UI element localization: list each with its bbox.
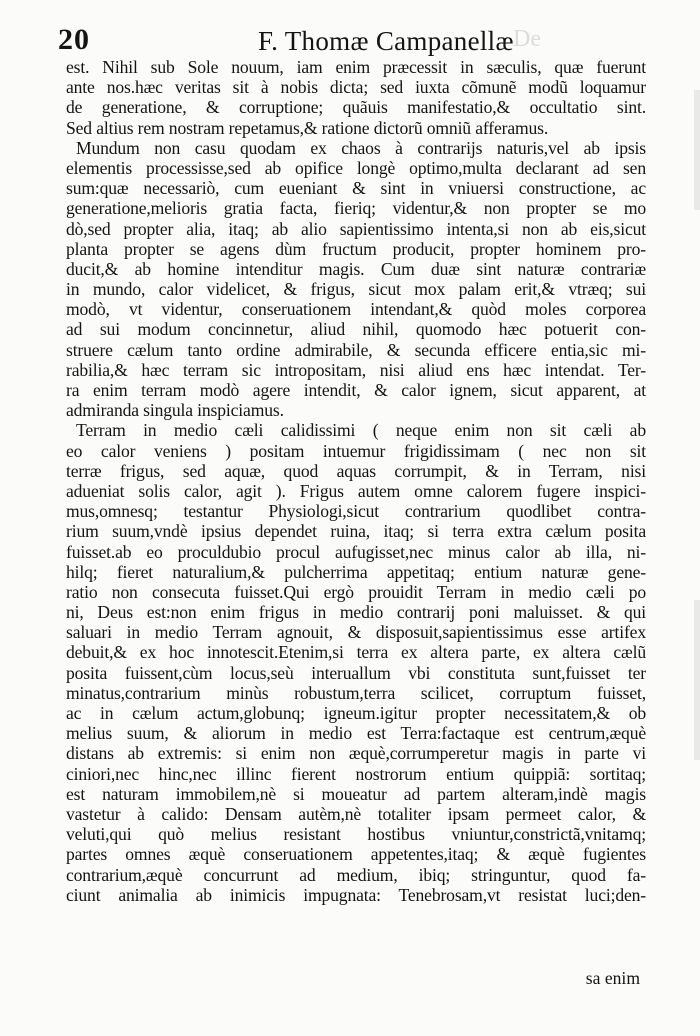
page-number: 20: [58, 23, 90, 56]
text-line: sum:quæ necessariò, cum eueniant & sint in vniuersi constructione, ac: [66, 178, 646, 199]
text-line: elementis processisse,sed ab opifice longè optimo,multa declarant ad sen: [66, 157, 646, 178]
text-line: admiranda singula inspiciamus.: [66, 400, 284, 421]
text-line: ratio non consecuta fuisset.Qui ergò prouidit Terram in medio cæli po: [66, 581, 646, 602]
body-text: [66, 57, 646, 905]
text-line: rabilia,& hæc terram sic intropositam, nisi aliud ens hæc intendat. Ter-: [66, 359, 646, 380]
text-line: generatione,melioris gratia facta, fieriq; videntur,& non propter se mo: [66, 198, 646, 219]
text-line: vastetur à calido: Densam autèm,nè totaliter ipsam permeet calor, &: [66, 803, 646, 824]
text-line: ac in cælum actum,globunq; igneum.igitur propter necessitatem,& ob: [66, 703, 646, 723]
text-line: minatus,contrarium minùs robustum,terra scilicet, corruptum fuisset,: [66, 682, 646, 703]
page-edge-shadow: [694, 600, 700, 760]
text-line: ciunt animalia ab inimicis impugnata: Tenebrosam,vt resistat luci;den-: [66, 884, 646, 905]
text-line: contrarium,æquè concurrunt ad medium, ibiq; stringuntur, quod fa-: [66, 864, 646, 885]
running-title: F. Thomæ Campanellæ: [258, 26, 514, 56]
text-line: est. Nihil sub Sole nouum, iam enim præcessit in sæculis, quæ fuerunt: [66, 57, 646, 77]
page-edge-shadow: [694, 90, 700, 210]
text-line: mus,omnesq; testantur Physiologi,sicut contrarium quodlibet contra-: [66, 501, 646, 522]
text-line: modò, vt videntur, conseruationem intendant,& quòd moles corporea: [66, 299, 646, 320]
text-line: saluari in medio Terram agnouit, & disposuit,sapientissimus esse artifex: [66, 622, 646, 643]
text-line: in mundo, calor videlicet, & frigus, sicut mox palam erit,& vtræq; sui: [66, 279, 646, 300]
text-line: debuit,& ex hoc innotescit.Etenim,si terra ex altera parte, ex altera cælũ: [66, 642, 646, 663]
text-line: hilq; fieret naturalium,& pulcherrima appetitaq; entium naturæ gene-: [66, 561, 646, 582]
text-line: rium suum,vndè ipsius dependet ruina, itaq; si terra extra cælum posita: [66, 521, 646, 542]
text-line: adueniat solis calor, agit ). Frigus autem omne calorem fugere inspici-: [66, 480, 646, 501]
text-line: partes omnes æquè conseruationem appetentes,itaq; & æquè fugientes: [66, 844, 646, 865]
text-line: Sed altius rem nostram repetamus,& ratione dictorũ omniũ afferamus.: [66, 117, 549, 138]
text-line: struere cælum tanto ordine admirabile, & secunda efficere entia,sic mi-: [66, 339, 646, 360]
text-line: posita fuissent,cùm locus,seù interuallum vbi constituta sunt,fuisset ter: [66, 662, 646, 683]
text-line: melius suum, & aliorum in medio est Terra:factaque est centrum,æquè: [66, 723, 646, 744]
text-line: eo calor veniens ) positam intuemur frigidissimam ( nec non sit: [66, 440, 646, 461]
text-line: est naturam immobilem,nè si moueatur ad partem alteram,indè magis: [66, 783, 646, 804]
text-line: planta propter se agens dùm fructum producit, propter hominem pro-: [66, 238, 646, 259]
text-line: fuisset.ab eo proculdubio procul aufugisset,nec minus calor ab illa, ni-: [66, 541, 646, 562]
text-line: Mundum non casu quodam ex chaos à contrarijs naturis,vel ab ipsis: [76, 137, 646, 158]
text-line: ra enim terram modò agere intendit, & calor ignem, sicut apparent, at: [66, 380, 646, 400]
catchword: sa enim: [585, 968, 640, 988]
show-through-header: De: [513, 26, 541, 52]
text-line: veluti,qui quò melius resistant hostibus vniuntur,constrictã,vnitamq;: [66, 824, 646, 845]
text-line: ducit,& ab homine intenditur magis. Cum duæ sint naturæ contrariæ: [66, 258, 646, 279]
text-line: ciniori,nec hinc,nec illinc fierent nostrorum entium quippiã: sortitaq;: [66, 763, 646, 784]
text-line: ni, Deus est:non enim frigus in medio contrarij poni maluisset. & qui: [66, 602, 646, 623]
text-line: de generatione, & corruptione; quãuis manifestatio,& occultatio sint.: [66, 97, 646, 118]
page-header: [58, 22, 648, 58]
text-line: distans ab extremis: si enim non æquè,corrumperetur magis in parte vi: [66, 743, 646, 764]
text-line: dò,sed propter alia, itaq; ab alio sapientissimo intenta,si non ab eis,sicut: [66, 218, 646, 239]
text-line: Terram in medio cæli calidissimi ( neque enim non sit cæli ab: [76, 420, 646, 441]
text-line: ante nos.hæc veritas sit à nobis dicta; sed iuxta cõmunẽ modũ loquamur: [66, 77, 646, 98]
footer: [66, 968, 646, 988]
text-line: terræ frigus, sed aquæ, quod aquas corrumpit, & in Terram, nisi: [66, 460, 646, 481]
text-line: ad sui modum concinnetur, aliud nihil, quomodo hæc potuerit con-: [66, 319, 646, 340]
